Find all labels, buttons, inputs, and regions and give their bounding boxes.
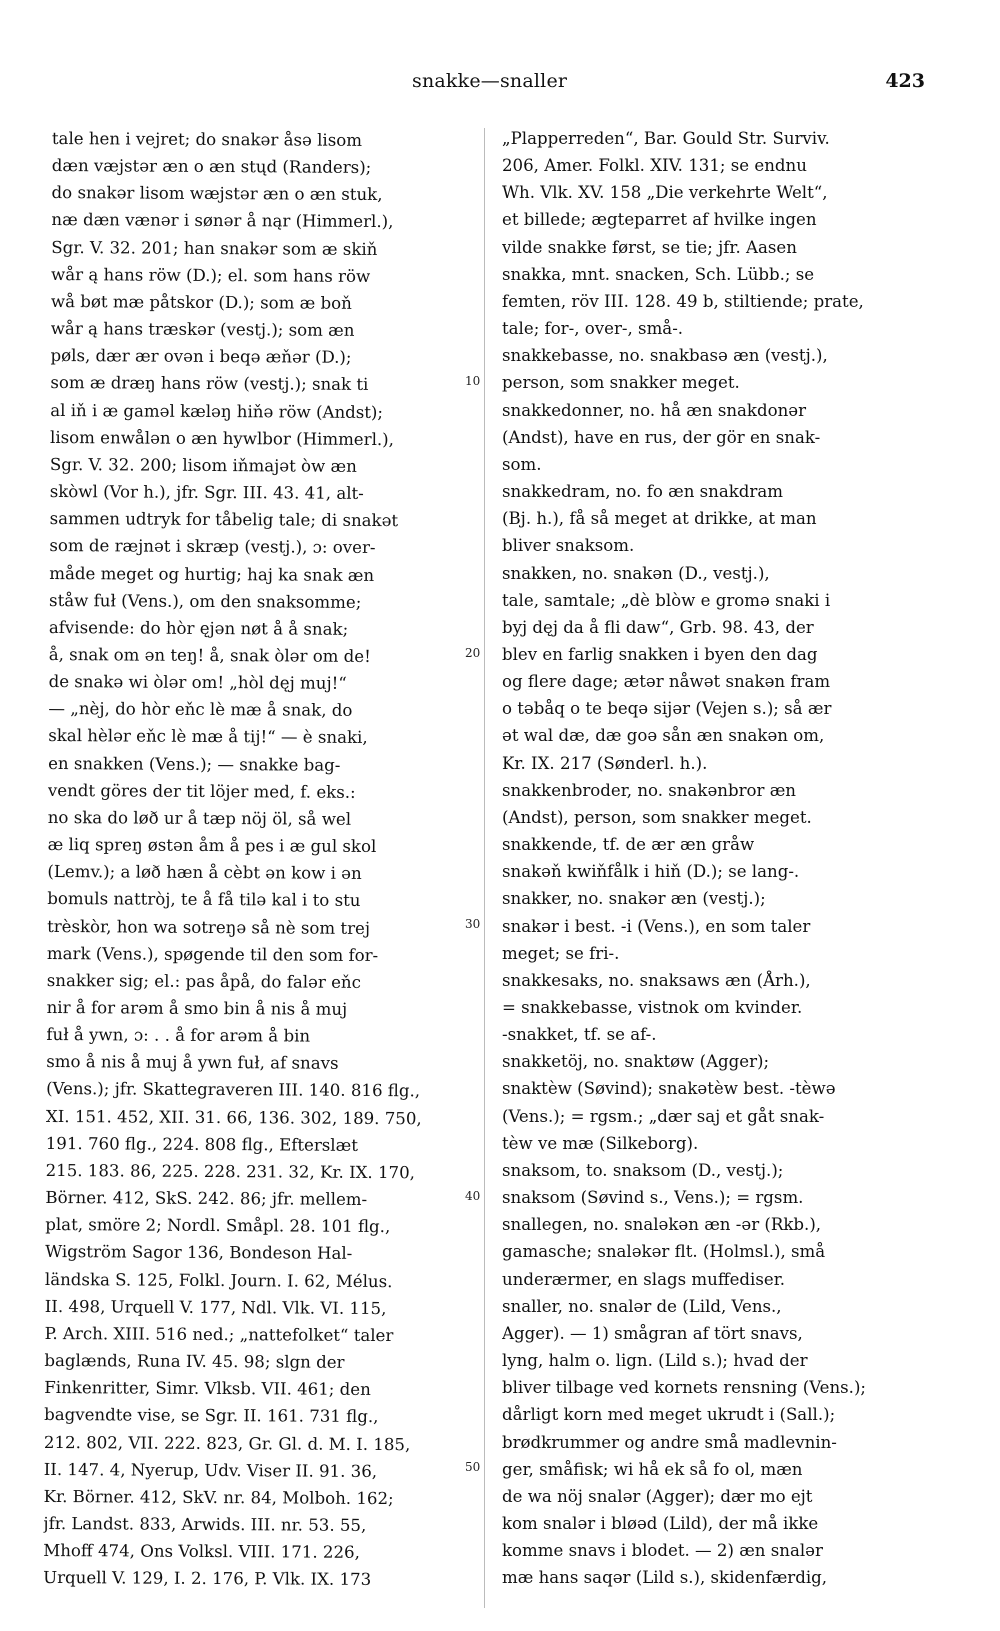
right-column-line: snakkedram, no. fo æn snakdram <box>502 482 783 502</box>
right-column-line: snaktèw (Søvind); snakətèw best. -tèwə <box>502 1079 836 1099</box>
right-column-line: gamasche; snaləkər flt. (Holmsl.), små <box>502 1242 826 1262</box>
line-number: 50 <box>465 1460 481 1475</box>
right-column-line: snakkenbroder, no. snakənbror æn <box>502 780 796 800</box>
right-column-line: Agger). — 1) smågran af tört snavs, <box>502 1323 803 1343</box>
right-column-line: meget; se fri-. <box>502 943 620 963</box>
right-column-line: snakker, no. snakər æn (vestj.); <box>502 889 766 909</box>
left-column-line: skal hèlər eňc lè mæ å tij!“ — è snaki, <box>48 726 368 748</box>
line-number: 30 <box>465 917 481 932</box>
left-column-line: vendt göres der tit löjer med, f. eks.: <box>47 780 356 802</box>
right-column-line: snakken, no. snakən (D., vestj.), <box>502 563 770 583</box>
left-column-line: XI. 151. 452, XII. 31. 66, 136. 302, 189. 750, <box>45 1106 422 1128</box>
left-column-line: tale hen i vejret; do snakər åsə lisom <box>51 128 363 150</box>
right-column-line: tale, samtale; „dè blòw e gromə snaki i <box>502 590 831 610</box>
left-column-line: 212. 802, VII. 222. 823, Gr. Gl. d. M. I. 185, <box>43 1432 411 1454</box>
right-column-line: komme snavs i blodet. — 2) æn snalər <box>502 1541 823 1561</box>
right-column-line: snallegen, no. snaləkən æn -ər (Rkb.), <box>502 1215 822 1235</box>
line-number: 20 <box>465 645 481 660</box>
left-column-line: P. Arch. XIII. 516 ned.; „nattefolket“ taler <box>44 1323 394 1345</box>
left-column-line: dæn væjstər æn o æn stųd (Randers); <box>51 156 372 178</box>
left-column-line: wår ą hans træskər (vestj.); som æn <box>50 319 355 340</box>
right-column-line: o təbåq o te beqə sijər (Vejen s.); så ær <box>502 699 832 719</box>
page-number: 423 <box>885 70 925 92</box>
right-column-line: snaller, no. snalər de (Lild, Vens., <box>502 1296 782 1316</box>
left-column-line: Urquell V. 129, I. 2. 176, P. Vlk. IX. 173 <box>43 1568 372 1590</box>
right-column-line: underærmer, en slags muffediser. <box>502 1269 786 1289</box>
right-column-line: Kr. IX. 217 (Sønderl. h.). <box>502 753 708 773</box>
right-column-line: brødkrummer og andre små madlevnin- <box>502 1432 837 1452</box>
right-column-line: bliver tilbage ved kornets rensning (Vens.); <box>502 1378 867 1398</box>
left-column-line: no ska do løð ur å tæp nöj öl, så wel <box>47 807 352 829</box>
left-column-line: Sgr. V. 32. 200; lisom iňmajət òw æn <box>49 454 357 476</box>
right-column-line: Wh. Vlk. XV. 158 „Die verkehrte Welt“, <box>502 183 828 203</box>
left-column-line: lisom enwålən o æn hywlbor (Himmerl.), <box>50 427 394 449</box>
right-column-line: blev en farlig snakken i byen den dag <box>502 644 818 664</box>
right-column-line: og flere dage; ætər nåwət snakən fram <box>502 672 831 692</box>
left-column-line: Finkenritter, Simr. Vlksb. VII. 461; den <box>44 1378 371 1400</box>
left-column-line: II. 498, Urquell V. 177, Ndl. Vlk. VI. 115, <box>44 1296 387 1318</box>
left-column-line: afvisende: do hòr ęjən nøt å å snak; <box>48 617 349 639</box>
right-column-line: bliver snaksom. <box>502 536 635 556</box>
right-column-line: byj dęj da å fli daw“, Grb. 98. 43, der <box>502 617 814 637</box>
left-column-line: æ liq spreŋ østən åm å pes i æ gul skol <box>47 835 377 857</box>
right-column-line: ət wal dæ, dæ goə sån æn snakən om, <box>502 726 825 746</box>
right-column-line: snakketöj, no. snaktøw (Agger); <box>502 1052 770 1072</box>
left-column-line: ståw fuł (Vens.), om den snaksomme; <box>49 590 362 612</box>
left-column-line: Börner. 412, SkS. 242. 86; jfr. mellem- <box>45 1188 368 1210</box>
left-column-line: baglænds, Runa IV. 45. 98; slgn der <box>44 1351 345 1372</box>
left-column-line: Kr. Börner. 412, SkV. nr. 84, Molboh. 162; <box>43 1486 394 1508</box>
right-column-line: et billede; ægteparret af hvilke ingen <box>502 210 817 230</box>
left-column-line: 215. 183. 86, 225. 228. 231. 32, Kr. IX. 170, <box>45 1160 416 1183</box>
right-column-line: snakər i best. -i (Vens.), en som taler <box>502 916 811 936</box>
left-column-line: nir å for arəm å smo bin å nis å muj <box>46 997 348 1019</box>
column-divider <box>484 128 485 1608</box>
left-column <box>43 125 470 1594</box>
right-column-line: snakkebasse, no. snakbasə æn (vestj.), <box>502 346 828 366</box>
right-column-line: snakka, mnt. snacken, Sch. Lübb.; se <box>502 264 815 284</box>
left-column-line: Mhoff 474, Ons Volksl. VIII. 171. 226, <box>43 1541 360 1563</box>
left-column-line: do snakər lisom wæjstər æn o æn stuk, <box>51 183 383 205</box>
left-column-line: mark (Vens.), spøgende til den som for- <box>46 943 379 965</box>
right-column-line: snakkedonner, no. hå æn snakdonər <box>502 400 807 420</box>
right-column-line: „Plapperreden“, Bar. Gould Str. Surviv. <box>502 129 830 148</box>
left-column-line: skòwl (Vor h.), jfr. Sgr. III. 43. 41, alt- <box>49 482 364 503</box>
left-column-line: (Vens.); jfr. Skattegraveren III. 140. 816 flg., <box>46 1079 421 1101</box>
left-column-line: smo å nis å muj å ywn fuł, af snavs <box>46 1052 339 1074</box>
line-number: 10 <box>465 374 481 389</box>
left-column-line: II. 147. 4, Nyerup, Udv. Viser II. 91. 36, <box>43 1459 378 1481</box>
left-column-line: som de ræjnət i skræp (vestj.), ɔ: over- <box>49 536 376 558</box>
right-column-line: tèw ve mæ (Silkeborg). <box>502 1133 699 1153</box>
left-column-line: måde meget og hurtig; haj ka snak æn <box>49 563 375 585</box>
right-column-line: (Bj. h.), få så meget at drikke, at man <box>502 509 817 529</box>
right-column <box>502 125 934 1591</box>
left-column-line: ländska S. 125, Folkl. Journ. I. 62, Mélus. <box>44 1269 393 1291</box>
right-column-line: som. <box>502 454 542 474</box>
left-column-line: næ dæn vænər i sønər å nąr (Himmerl.), <box>51 210 394 232</box>
left-column-line: pøls, dær ær ovən i beqə æňər (D.); <box>50 346 352 368</box>
right-column-line: (Andst), person, som snakker meget. <box>502 807 812 827</box>
left-column-line: jfr. Landst. 833, Arwids. III. nr. 53. 55, <box>43 1513 367 1535</box>
right-column-line: mæ hans saqər (Lild s.), skidenfærdig, <box>502 1568 828 1588</box>
right-column-line: snaksom (Søvind s., Vens.); = rgsm. <box>502 1188 804 1208</box>
right-column-line: person, som snakker meget. <box>502 373 740 393</box>
left-column-line: de snakə wi òlər om! „hòl dęj muj!“ <box>48 672 347 693</box>
left-column-line: som æ dræŋ hans röw (vestj.); snak ti <box>50 373 369 395</box>
left-column-line: (Lemv.); a løð hæn å cèbt ən kow i ən <box>47 862 362 884</box>
right-column-line: 206, Amer. Folkl. XIV. 131; se endnu <box>502 156 807 176</box>
left-column-line: bagvendte vise, se Sgr. II. 161. 731 flg., <box>44 1405 379 1427</box>
right-column-line: (Andst), have en rus, der gör en snak- <box>502 427 821 447</box>
left-column-line: plat, smöre 2; Nordl. Småpl. 28. 101 flg., <box>45 1215 391 1237</box>
left-column-line: fuł å ywn, ɔ: . . å for arəm å bin <box>46 1025 311 1046</box>
right-column-line: snakəň kwiňfålk i hiň (D.); se lang-. <box>502 862 800 882</box>
left-column-line: Wigström Sagor 136, Bondeson Hal- <box>45 1242 353 1264</box>
right-column-line: -snakket, tf. se af-. <box>502 1025 657 1045</box>
left-column-line: trèskòr, hon wa sotreŋə så nè som trej <box>47 916 371 938</box>
left-column-line: al iň i æ gaməl kæləŋ hiňə röw (Andst); <box>50 400 384 422</box>
line-number: 40 <box>465 1188 481 1203</box>
left-column-line: wå bøt mæ påtskor (D.); som æ boň <box>50 291 352 313</box>
right-column-line: dårligt korn med meget ukrudt i (Sall.); <box>502 1405 836 1425</box>
running-head <box>0 70 1000 100</box>
left-column-line: snakker sig; el.: pas åpå, do falər eňc <box>46 970 361 992</box>
left-column-line: Sgr. V. 32. 201; han snakər som æ skiň <box>51 237 378 259</box>
left-column-line: å, snak om ən teŋ! å, snak òlər om de! <box>48 644 371 666</box>
left-column-line: wår ą hans röw (D.); el. som hans röw <box>51 264 371 286</box>
right-column-line: snakkesaks, no. snaksaws æn (Årh.), <box>502 970 811 990</box>
left-column-line: bomuls nattròj, te å få tilə kal i to stu <box>47 889 361 911</box>
left-column-line: sammen udtryk for tåbelig tale; di snakət <box>49 509 399 531</box>
left-column-line: en snakken (Vens.); — snakke bag- <box>48 753 341 775</box>
running-head-title: snakke—snaller <box>412 70 568 92</box>
right-column-line: kom snalər i bløəd (Lild), der må ikke <box>502 1513 819 1533</box>
right-column-line: = snakkebasse, vistnok om kvinder. <box>502 998 803 1017</box>
left-column-line: — „nèj, do hòr eňc lè mæ å snak, do <box>48 699 353 721</box>
right-column-line: lyng, halm o. lign. (Lild s.); hvad der <box>502 1351 808 1371</box>
right-column-line: snaksom, to. snaksom (D., vestj.); <box>502 1160 784 1180</box>
right-column-line: (Vens.); = rgsm.; „dær saj et gåt snak- <box>502 1106 825 1126</box>
right-column-line: de wa nöj snalər (Agger); dær mo ejt <box>502 1486 813 1506</box>
right-column-line: tale; for-, over-, små-. <box>502 319 684 339</box>
right-column-line: ger, småfisk; wi hå ek så fo ol, mæn <box>502 1459 803 1479</box>
left-column-line: 191. 760 flg., 224. 808 flg., Efterslæt <box>45 1133 358 1155</box>
right-column-line: femten, röv III. 128. 49 b, stiltiende; prate, <box>502 291 864 311</box>
right-column-line: vilde snakke først, se tie; jfr. Aasen <box>502 237 797 257</box>
right-column-line: snakkende, tf. de ær æn gråw <box>502 835 755 855</box>
